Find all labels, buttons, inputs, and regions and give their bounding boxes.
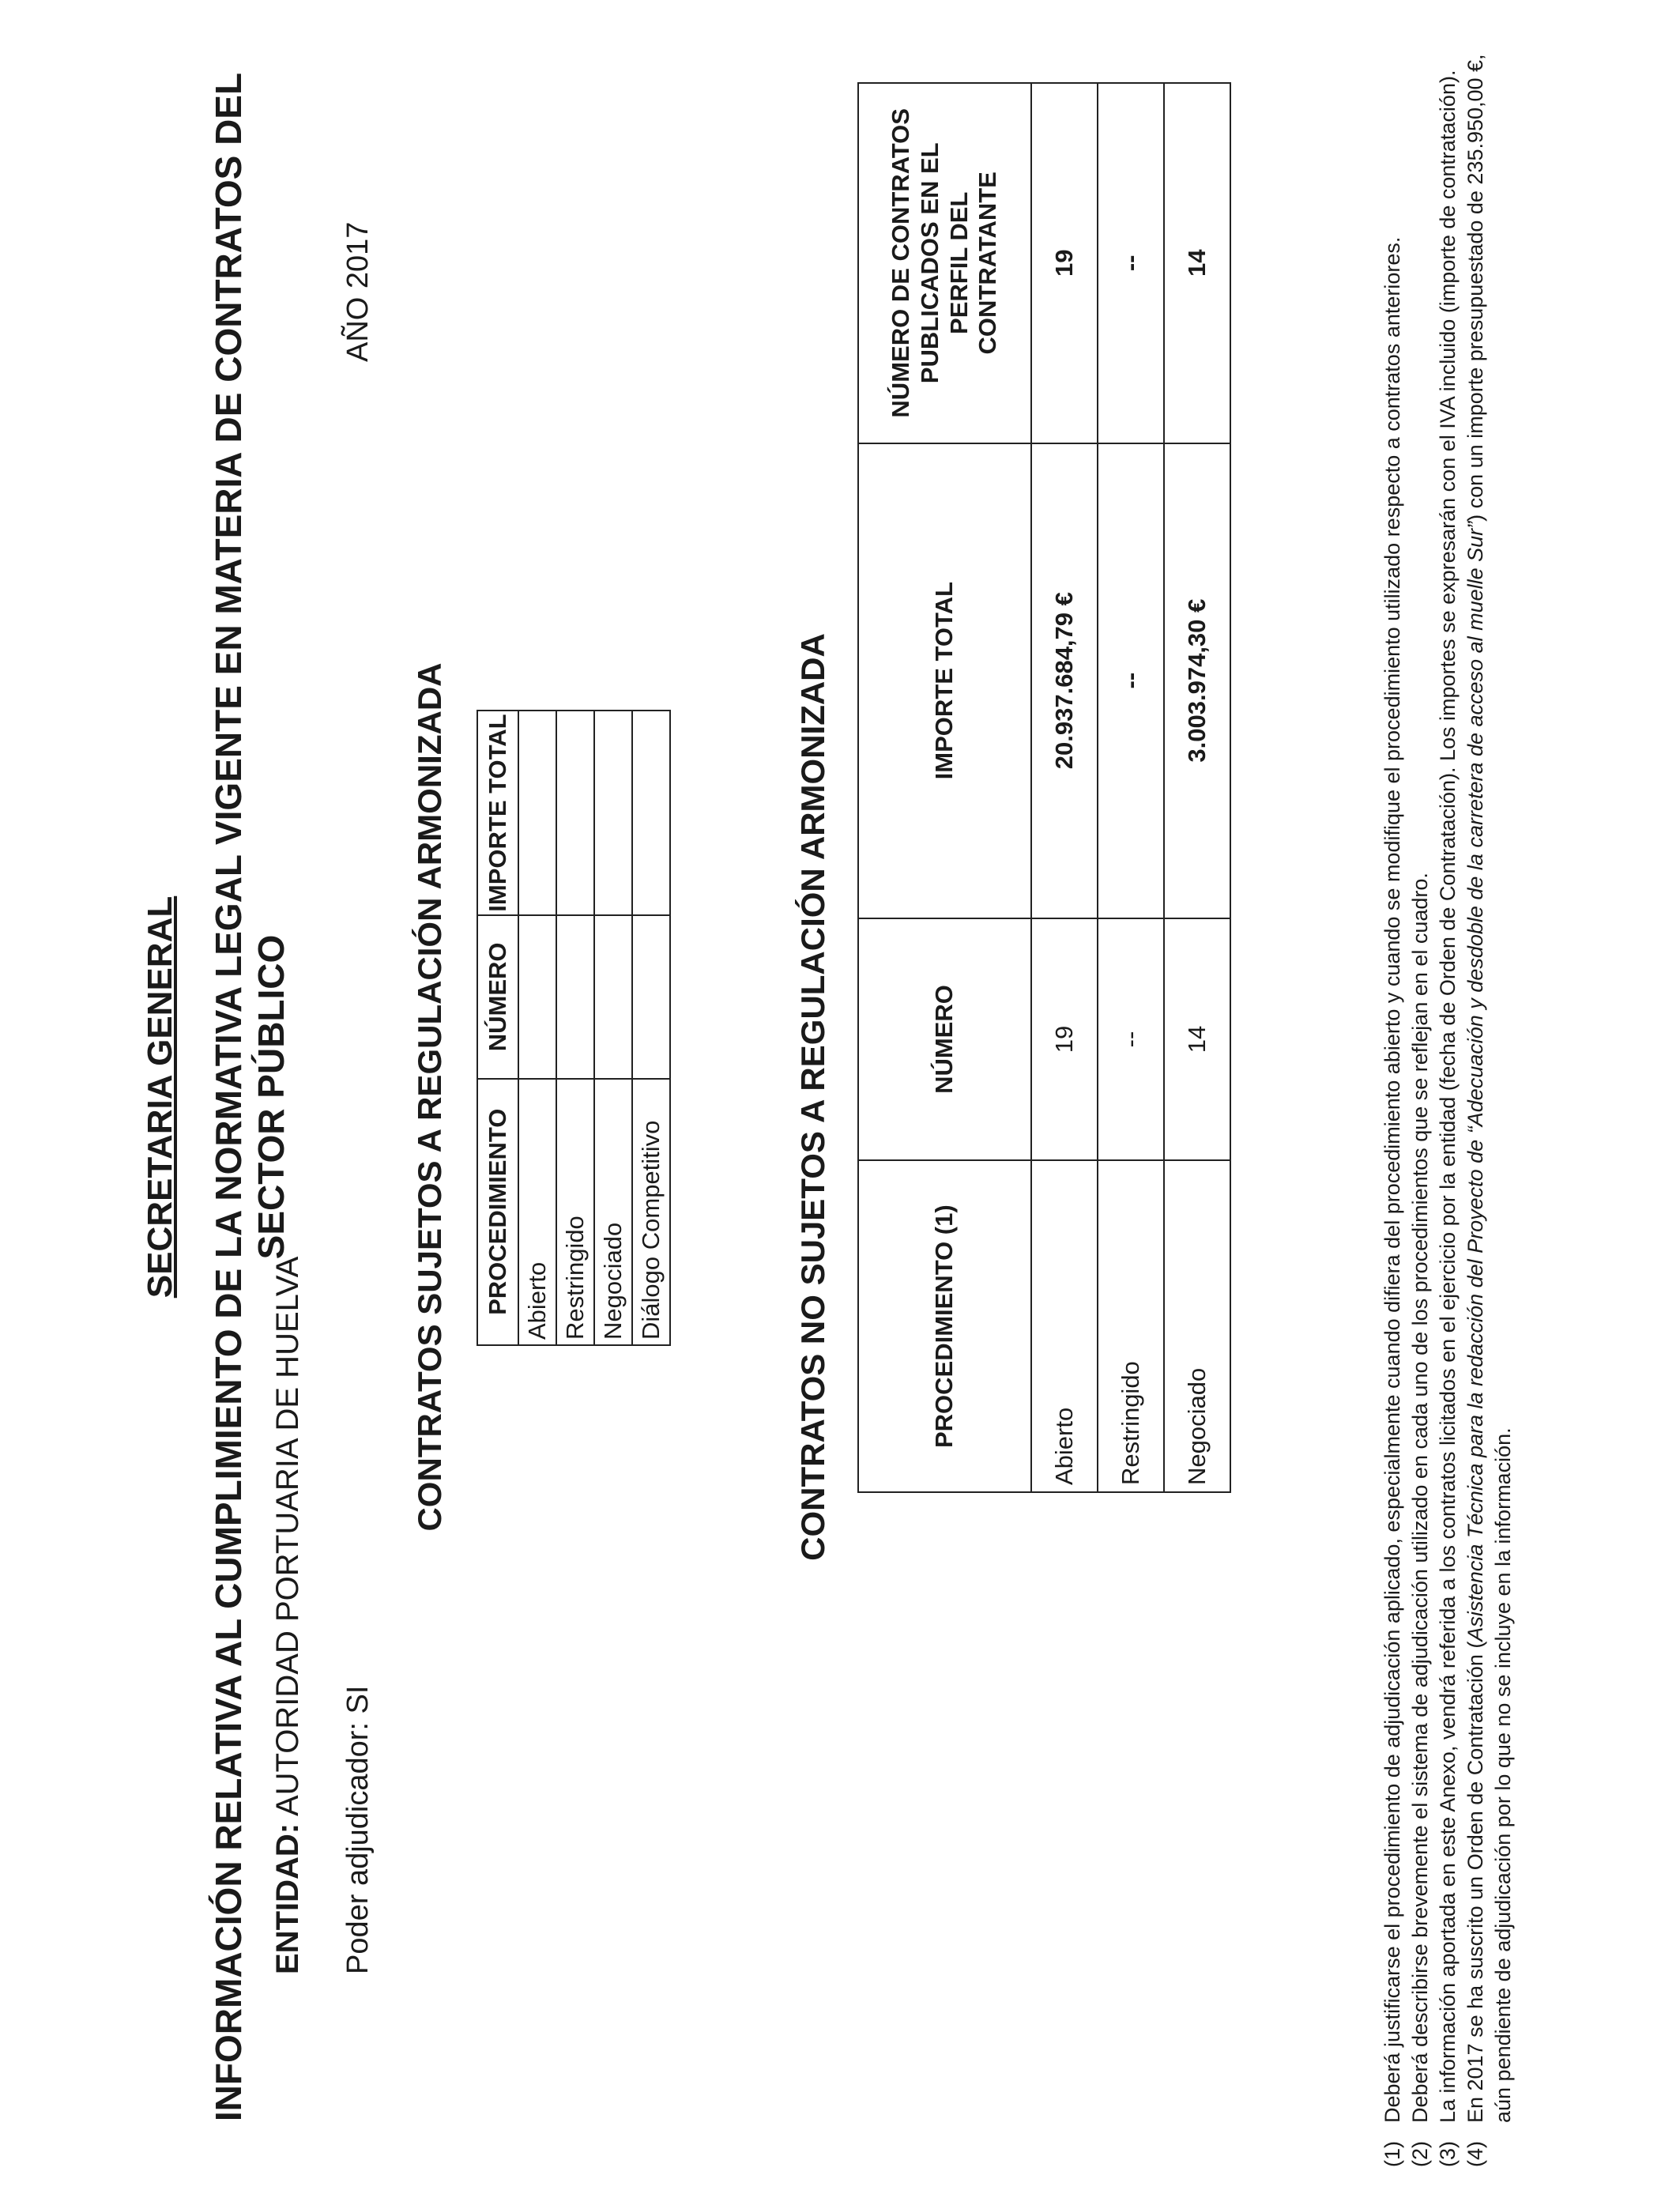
table-cell: 3.003.974,30 €: [1164, 443, 1230, 918]
table-cell: --: [1098, 443, 1164, 918]
secretaria-heading: SECRETARIA GENERAL: [141, 895, 179, 1299]
footnote-number: (2): [1408, 2141, 1433, 2167]
poder-adjudicador: Poder adjudicador: SI: [341, 1685, 375, 1974]
footnote-text: Deberá justificarse el procedimiento de adjudicación aplicado, especialmente cuando difiera del procedimiento abierto y cuando se modifique el procedimiento utilizado respecto a contratos anteriores.: [1381, 236, 1404, 2123]
table-row: [632, 711, 670, 1345]
table-cell: [518, 711, 556, 915]
table-no-sujetos: [857, 82, 1231, 1493]
table-cell: [556, 711, 594, 915]
footnote-text: La información aportada en este Anexo, vendrá referida a los contratos licitados en el ejercicio por la entidad (fecha de Orden de Contratación). Los importes se expresarán con el IVA incluido (importe de contratación).: [1436, 70, 1460, 2123]
column-header: NÚMERO DE CONTRATOS PUBLICADOS EN EL PERFIL DEL CONTRATANTE: [858, 83, 1031, 443]
year-label: AÑO 2017: [341, 221, 375, 362]
table-cell: [556, 915, 594, 1078]
table-cell: 14: [1164, 918, 1230, 1161]
footnotes: [1379, 49, 1517, 2167]
table-cell: Diálogo Competitivo: [632, 1079, 670, 1345]
footnote-number: (3): [1436, 2141, 1460, 2167]
table-cell: [632, 915, 670, 1078]
table-cell: [632, 711, 670, 915]
table-row: [594, 711, 632, 1345]
entidad-line: [270, 1257, 306, 1974]
table-cell: 19: [1031, 83, 1098, 443]
footnote-number: (4): [1463, 2141, 1488, 2167]
footnote: [1379, 49, 1407, 2167]
footnote-text: Deberá describirse brevemente el sistema de adjudicación utilizado en cada uno de los procedimientos que se reflejan en el cuadro.: [1408, 873, 1433, 2123]
section-title-sujetos: CONTRATOS SUJETOS A REGULACIÓN ARMONIZADA: [411, 662, 448, 1532]
table-cell: [518, 915, 556, 1078]
footnote-italic: Asistencia Técnica para la redacción del Proyecto de “Adecuación y desdoble de la carretera de acceso al muelle Sur”: [1463, 521, 1488, 1642]
column-header: IMPORTE TOTAL: [858, 443, 1031, 918]
entidad-value: AUTORIDAD PORTUARIA DE HUELVA: [270, 1256, 305, 1816]
column-header: IMPORTE TOTAL: [477, 711, 518, 915]
table-row: [1031, 83, 1098, 1492]
table-row: [1098, 83, 1164, 1492]
table-row: [1164, 83, 1230, 1492]
column-header: NÚMERO: [477, 915, 518, 1078]
table-cell: 20.937.684,79 €: [1031, 443, 1098, 918]
table-cell: 14: [1164, 83, 1230, 443]
table-cell: [594, 915, 632, 1078]
table-cell: 19: [1031, 918, 1098, 1161]
table-cell: Restringido: [1098, 1160, 1164, 1492]
table-cell: Negociado: [1164, 1160, 1230, 1492]
column-header: PROCEDIMIENTO: [477, 1079, 518, 1345]
table-cell: Abierto: [1031, 1160, 1098, 1492]
table-cell: --: [1098, 918, 1164, 1161]
footnote: [1434, 49, 1462, 2167]
section-title-no-sujetos: CONTRATOS NO SUJETOS A REGULACIÓN ARMONIZADA: [794, 633, 831, 1561]
footnote: [1407, 49, 1434, 2167]
table-sujetos: [477, 710, 671, 1346]
table-row: [556, 711, 594, 1345]
column-header: NÚMERO: [858, 918, 1031, 1161]
table-cell: Abierto: [518, 1079, 556, 1345]
table-row: [518, 711, 556, 1345]
page-title: INFORMACIÓN RELATIVA AL CUMPLIMIENTO DE LA NORMATIVA LEGAL VIGENTE EN MATERIA DE CONTRATOS DEL SECTOR PÚBLICO: [208, 72, 292, 2122]
table-cell: Restringido: [556, 1079, 594, 1345]
table-cell: --: [1098, 83, 1164, 443]
footnote: [1462, 49, 1517, 2167]
entidad-label: ENTIDAD:: [270, 1823, 305, 1974]
table-cell: [594, 711, 632, 915]
table-cell: Negociado: [594, 1079, 632, 1345]
footnote-number: (1): [1381, 2141, 1404, 2167]
column-header: PROCEDIMIENTO (1): [858, 1160, 1031, 1492]
footnote-text: En 2017 se ha suscrito un Orden de Contratación (Asistencia Técnica para la redacción del Proyecto de “Adecuación y desdoble de la carretera de acceso al muelle Sur”) con un importe presupuestado de 235.950,00 €, aún pendiente de adjudicación por lo que no se incluye en la información.: [1463, 54, 1516, 2123]
